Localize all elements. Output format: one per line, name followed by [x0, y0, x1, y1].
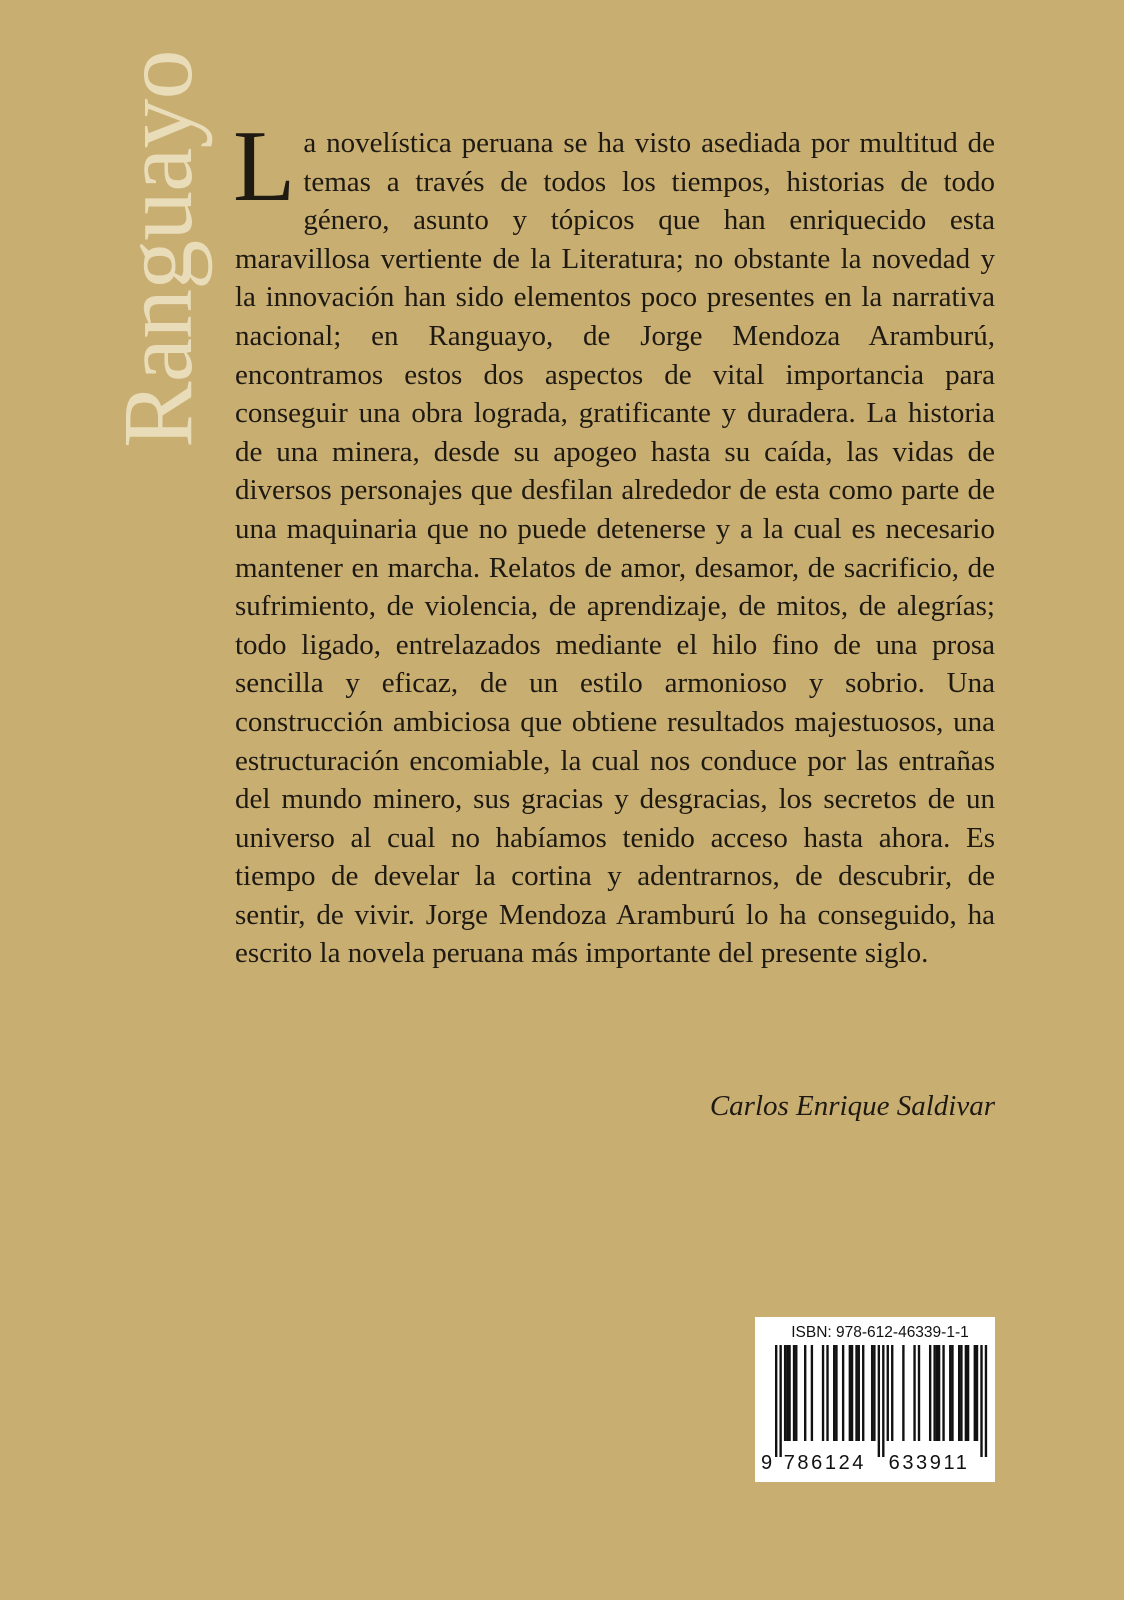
barcode-bar [951, 1345, 953, 1441]
spine-title: Ranguayo [102, 50, 213, 448]
barcode-bar [918, 1345, 920, 1441]
barcode-bar [822, 1345, 824, 1441]
barcode-bar [887, 1345, 889, 1441]
blurb-text: a novelística peruana se ha visto asediada por multitud de temas a través de todos los tiempos, historias de todo género, asunto y tópicos que han enriquecido esta maravillosa vertiente de la Literatura; no obstante la novedad y la innovación han sido elementos poco presentes en la narrativa nacional; en Ranguayo, de Jorge Mendoza Aramburú, encontramos estos dos aspectos de vital importancia para conseguir una obra lograda, gratificante y duradera. La historia de una minera, desde su apogeo hasta su caída, las vidas de diversos personajes que desfilan alrededor de esta como parte de una maquinaria que no puede detenerse y a la cual es necesario mantener en marcha. Relatos de amor, desamor, de sacrificio, de sufrimiento, de violencia, de aprendizaje, de mitos, de alegrías; todo ligado, entrelazados mediante el hilo fino de una prosa sencilla y eficaz, de un estilo armonioso y sobrio. Una construcción ambiciosa que obtiene resultados majestuosos, una estructuración encomiable, la cual nos conduce por las entrañas del mundo minero, sus gracias y desgracias, los secretos de un universo al cual no habíamos tenido acceso hasta ahora. Es tiempo de develar la cortina y adentrarnos, de descubrir, de sentir, de vivir. Jorge Mendoza Aramburú lo ha conseguido, ha escrito la novela peruana más importante del presente siglo. [235, 127, 995, 970]
barcode-bar [835, 1345, 837, 1441]
barcode-bar [804, 1345, 806, 1441]
isbn-left-digits: 786124 [783, 1452, 867, 1474]
barcode-bar [849, 1345, 851, 1441]
barcode-bar [891, 1345, 893, 1441]
isbn-lead-digit: 9 [761, 1452, 773, 1474]
barcode-guard-bar [779, 1345, 781, 1457]
barcode-bar [967, 1345, 969, 1441]
barcode-bar [936, 1345, 938, 1441]
barcode-bar [938, 1345, 940, 1441]
barcode-guard-bar [775, 1345, 777, 1457]
barcode-bar [786, 1345, 788, 1441]
barcode-bars [761, 1345, 989, 1457]
barcode-bar [873, 1345, 875, 1441]
barcode-bar [913, 1345, 915, 1441]
barcode-bar [871, 1345, 873, 1441]
barcode-bar [960, 1345, 962, 1441]
barcode-bar [842, 1345, 844, 1441]
barcode-bar [833, 1345, 835, 1441]
barcode-guard-bar [878, 1345, 880, 1457]
barcode-bar [788, 1345, 790, 1441]
isbn-label: ISBN: 978-612-46339-1-1 [791, 1324, 969, 1341]
barcode-bar [965, 1345, 967, 1441]
barcode-bar [902, 1345, 904, 1441]
author-signature: Carlos Enrique Saldivar [709, 1090, 995, 1122]
barcode-bar [793, 1345, 795, 1441]
back-cover-blurb [233, 110, 995, 973]
barcode-guard-bar [985, 1345, 987, 1457]
isbn-right-digits: 633911 [888, 1452, 970, 1474]
drop-cap: L [233, 110, 296, 223]
barcode-bar [976, 1345, 978, 1441]
barcode-bar [851, 1345, 853, 1441]
barcode-bar [949, 1345, 951, 1441]
barcode-bar [958, 1345, 960, 1441]
barcode-bar [929, 1345, 931, 1441]
barcode-bar [942, 1345, 944, 1441]
barcode-bar [826, 1345, 828, 1441]
barcode-bar [974, 1345, 976, 1441]
barcode-bar [855, 1345, 857, 1441]
barcode-bar [933, 1345, 935, 1441]
barcode-bar [784, 1345, 786, 1441]
barcode-bar [811, 1345, 813, 1441]
barcode-bar [858, 1345, 860, 1441]
isbn-barcode [755, 1317, 995, 1482]
barcode-bar [862, 1345, 864, 1441]
barcode-guard-bar [882, 1345, 884, 1457]
barcode-bar [795, 1345, 797, 1441]
barcode-guard-bar [980, 1345, 982, 1457]
